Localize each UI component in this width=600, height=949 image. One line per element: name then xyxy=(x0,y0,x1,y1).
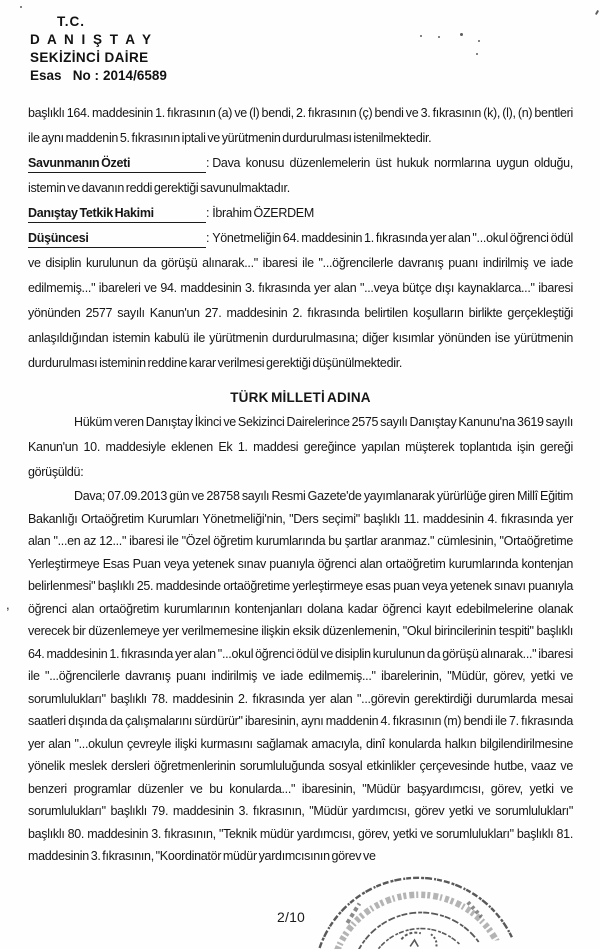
case-number-line xyxy=(30,67,600,84)
case-description-paragraph: Dava; 07.09.2013 gün ve 28758 sayılı Resmi Gazete'de yayımlanarak yürürlüğe giren Millî Eğitim Bakanlığı Ortaöğretim Kurumları Yönetmeliği'nin, "Ders seçimi" başlıklı 11. maddesinin 4. fıkrasında yer alan "...en az 12..." ibaresi ile "Özel öğretim kurumlarında bu şartlar aranmaz." cümlesinin, "Ortaöğretime Yerleştirmeye Esas Puan veya yetenek sınav puanıyla öğrenci alan ortaöğretim kurumlarında kontenjan belirlenmesi" başlıklı 25. maddesinde ortaöğretime yerleştirmeye esas puan veya yetenek sınavı puanıyla öğrenci alan ortaöğretim kurumlarının kontenjanları dolana kadar öğrenci kayıt edebilmelerine olanak verecek bir düzenlemeye yer verilmemesine ilişkin eksik düzenlemenin, "Okul birincilerinin tespiti" başlıklı 64. maddesinin 1. fıkrasında yer alan "...okul öğrenci ödül ve disiplin kurulunun da görüşü alınarak..." ibaresi ile "...öğrencilerle davranış puanı indirilmiş ve iade edilmemiş..." ibarelerinin, "Müdür, görev, yetki ve sorumlulukları" başlıklı 78. maddesinin 2. fıkrasında yer alan "...görevin gerektirdiği durumlarda mesai saatleri dışında da çalışmalarını sürdürür" ibaresinin, aynı maddenin 4. fıkrasının (m) bendi ile 7. fıkrasında yer alan "...okulun çevreyle ilişki kurmasını sağlamak amacıyla, dinî konularda halkın bilgilendirilmesine yönelik meslek dersleri öğretmenlerinin sorumluluğunda sosyal etkinlikler çerçevesinde hutbe, vaaz ve benzeri programlar düzenler ve bu konularda..." ibaresinin, "Müdür başyardımcısı, görev, yetki ve sorumlulukları" başlıklı 79. maddesinin 3. fıkrasının, "Müdür yardımcısı, görev yetki ve sorumlulukları" başlıklı 80. maddesinin 3. fıkrasının, "Teknik müdür yardımcısı, görev, yetki ve sorumlulukları" başlıklı 81. maddesinin 3. fıkrasının, "Koordinatör müdür yardımcısının görev ve xyxy=(28,489,573,863)
opinion-label: Düşüncesi xyxy=(28,230,206,248)
case-number-value: 2014/6589 xyxy=(103,68,167,83)
document-header xyxy=(0,0,600,84)
opinion-paragraph xyxy=(28,226,573,376)
opinion-colon: : xyxy=(206,231,210,245)
scan-speckle xyxy=(20,6,22,8)
stray-comma-mark: , xyxy=(6,597,10,612)
header-chamber: SEKİZİNCİ DAİRE xyxy=(30,50,149,65)
official-seal-stamp xyxy=(306,854,519,949)
rapporteur-paragraph xyxy=(28,201,573,226)
continuation-paragraph: başlıklı 164. maddesinin 1. fıkrasının (a) ve (l) bendi, 2. fıkrasının (ç) bendi ve 3. fıkrasının (k), (l), (n) bentleri ile aynı maddenin 5. fıkrasının iptali ve yürütmenin durdurulması istenilmektedir. xyxy=(28,106,573,145)
rapporteur-name: İbrahim ÖZERDEM xyxy=(212,206,314,220)
section-heading: TÜRK MİLLETİ ADINA xyxy=(230,390,371,405)
defense-summary-colon: : xyxy=(206,156,210,170)
page-number: 2/10 xyxy=(277,909,306,925)
header-institution: D A N I Ş T A Y xyxy=(30,32,154,47)
case-number-label: Esas No : xyxy=(30,68,100,83)
ruling-intro-paragraph: Hüküm veren Danıştay İkinci ve Sekizinci Dairelerince 2575 sayılı Danıştay Kanunu'na 3619 sayılı Kanun'un 10. maddesiyle eklenen Ek 1. maddesi gereğince yapılan müşterek toplantıda işin gereği görüşüldü: xyxy=(28,415,573,479)
document-body xyxy=(0,84,600,868)
defense-summary-label: Savunmanın Özeti xyxy=(28,155,206,173)
opinion-text: Yönetmeliğin 64. maddesinin 1. fıkrasında yer alan "...okul öğrenci ödül ve disiplin kurulunun da görüşü alınarak..." ibaresi ile "...öğrencilerle davranış puanı indirilmiş ve iade edilmemiş..." ibareleri ve 94. maddesinin 3. fıkrasında yer alan "...veya bütçe dışı kaynaklarca..." ibaresi yönünden 2577 sayılı Kanun'un 27. maddesinin 2. fıkrasında belirtilen koşulların birlikte gerçekleştiği anlaşıldığından istemin kabulü ile yürütmenin durdurulmasına; diğer kısımlar yönünden ise yürütmenin durdurulması isteminin reddine karar verilmesi gerektiği düşünülmektedir. xyxy=(28,231,573,370)
scan-speckle xyxy=(420,35,422,37)
defense-summary-paragraph xyxy=(28,151,573,201)
rapporteur-colon: : xyxy=(206,206,210,220)
defense-summary-text: Dava konusu düzenlemelerin üst hukuk normlarına uygun olduğu, istemin ve davanın reddi gerektiği savunulmaktadır. xyxy=(28,156,573,195)
rapporteur-label: Danıştay Tetkik Hakimi xyxy=(28,205,206,223)
scan-speckle xyxy=(438,36,440,38)
header-country: T.C. xyxy=(57,14,86,29)
scan-speckle xyxy=(478,40,480,42)
scan-speckle xyxy=(460,33,463,36)
scan-speckle xyxy=(476,53,478,55)
